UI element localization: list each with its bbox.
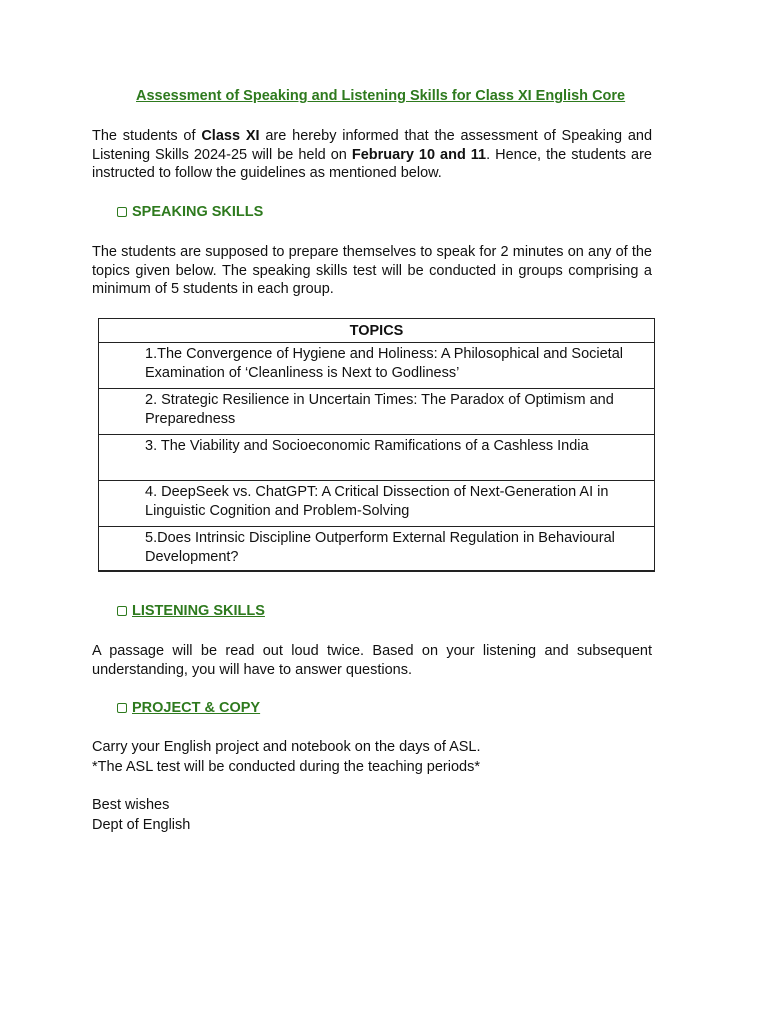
topic-cell: 1.The Convergence of Hygiene and Holiness: A Philosophical and Societal Examination of ‘Cleanliness is Next to Godliness’ (99, 343, 655, 389)
table-header-row (99, 319, 655, 343)
project-heading-label: PROJECT & COPY (132, 700, 261, 716)
topic-cell: 5.Does Intrinsic Discipline Outperform External Regulation in Behavioural Development? (99, 527, 655, 572)
listening-paragraph: A passage will be read out loud twice. Based on your listening and subsequent understanding, you will have to answer questions. (92, 643, 652, 678)
table-row (99, 343, 655, 389)
intro-text-3: . Hence, the students are instructed to follow the guidelines as mentioned below. (92, 146, 652, 181)
closing-signature: Dept of English (92, 817, 191, 833)
intro-text-1: The students of (92, 128, 202, 144)
intro-class-bold: Class XI (201, 128, 260, 144)
checkbox-icon (117, 606, 127, 616)
speaking-heading (117, 204, 263, 220)
table-row (99, 527, 655, 572)
speaking-heading-label: SPEAKING SKILLS (132, 204, 264, 220)
topics-header: TOPICS (99, 319, 655, 343)
speaking-paragraph: The students are supposed to prepare themselves to speak for 2 minutes on any of the topics given below. The speaking skills test will be conducted in groups comprising a minimum of 5 students in each group. (92, 244, 652, 297)
table-row (99, 435, 655, 481)
project-line-1: Carry your English project and notebook on the days of ASL. (92, 739, 481, 755)
project-line-2: *The ASL test will be conducted during the teaching periods* (92, 759, 480, 775)
document-title: Assessment of Speaking and Listening Skills for Class XI English Core (136, 88, 626, 104)
project-heading (117, 700, 260, 716)
intro-text-2: are hereby informed that the assessment of Speaking and Listening Skills 2024-25 will be held on (92, 128, 653, 163)
listening-heading (117, 603, 265, 619)
topics-table (98, 318, 655, 572)
topic-cell: 2. Strategic Resilience in Uncertain Times: The Paradox of Optimism and Preparedness (99, 389, 655, 435)
intro-paragraph (92, 127, 652, 183)
table-row (99, 481, 655, 527)
listening-heading-label: LISTENING SKILLS (132, 603, 265, 619)
checkbox-icon (117, 207, 127, 217)
closing-wishes: Best wishes (92, 797, 170, 813)
topic-cell: 3. The Viability and Socioeconomic Ramifications of a Cashless India (99, 435, 655, 481)
checkbox-icon (117, 703, 127, 713)
topic-cell: 4. DeepSeek vs. ChatGPT: A Critical Dissection of Next-Generation AI in Linguistic Cognition and Problem-Solving (99, 481, 655, 527)
table-row (99, 389, 655, 435)
intro-date-bold: February 10 and 11 (351, 146, 487, 163)
